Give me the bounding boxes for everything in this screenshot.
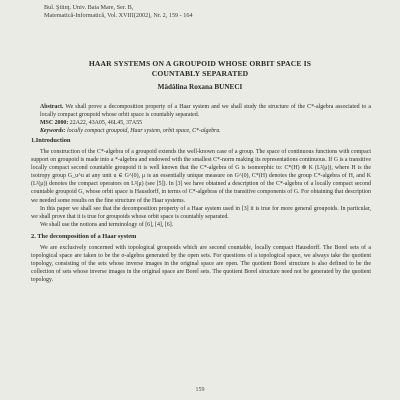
keywords-label: Keywords:	[40, 128, 66, 135]
paper-body	[31, 103, 371, 284]
keywords-text: locally compact groupoid, Haar system, orbit space, C*-algebra.	[67, 128, 221, 135]
title-line-2: COUNTABLY SEPARATED	[151, 68, 249, 78]
decomposition-paragraph-1: We are exclusively concerned with topological groupoids which are second countable, locally compact Hausdorff. The Borel sets of a topological space are taken to be the σ-algebra generated by the open sets. For questions of a topological space, we always take the quotient topology, consisting of the sets whose inverse images in the original space are open. The quotient Borel structure is also defined to be the collection of sets whose inverse images in the original space are Borel sets. The quotient Borel structure need not be generated by the quotient topology.	[31, 244, 371, 283]
journal-line-2: Matematică-Informatică, Vol. XVIII(2002), Nr. 2, 159 - 164	[44, 12, 193, 20]
author-name: Mădălina Roxana BUNECI	[157, 83, 243, 91]
journal-line-1: Bul. Ştiinţ. Univ. Baia Mare, Ser. B,	[44, 4, 134, 11]
msc-label: MSC 2000:	[40, 120, 69, 127]
keywords-line	[40, 127, 371, 135]
journal-header	[44, 4, 193, 21]
intro-paragraph-1: The construction of the C*-algebra of a groupoid extends the well-known case of a group. The space of continuous functions with compact support on groupoid is made into a *-algebra and endowed with the smallest C*-norm making its representations continuous. If G is a transitive locally compact second countable groupoid it is well known that the C*-algebra of G is isomorphic to: C*(H) ⊗ K (L²(μ)), where H is the isotropy group G_u^u at any unit u ∈ G^(0), μ is an essentially unique measure on G^(0), C*(H) denotes the group C*-algebra of H, and K (L²(μ)) denotes the compact operators on L²(μ) (see [5]). In [3] we have obtained a description of the C*-algebra of a locally compact second countable groupoid G, whose orbit space is Hausdorff, in terms of C*-algebras of the transitive components of G. For obtaining that description we needed some results on the fine structure of the Haar systems.	[31, 149, 371, 204]
page-number: 159	[195, 387, 205, 393]
title-line-1: HAAR SYSTEMS ON A GROUPOID WHOSE ORBIT SPACE IS	[88, 59, 312, 68]
section-heading-decomposition: 2. The decomposition of a Haar system	[31, 232, 137, 240]
msc-codes: 22A22, 43A05, 46L45, 37A55	[69, 120, 143, 127]
intro-paragraph-2: In this paper we shall see that the decomposition property of a Haar system used in [3] it is true for more general groupoids. In particular, we shall prove that it is true for groupoids whose orbit space is countably separated.	[31, 205, 371, 220]
section-heading-introduction: 1.Introduction	[31, 137, 71, 145]
msc-line	[40, 119, 371, 127]
abstract-text: We shall prove a decomposition property of a Haar system and we shall study the structure of the C*-algebra associated to a locally compact groupoid whose orbit space is countably separated.	[40, 104, 371, 119]
abstract-label: Abstract.	[40, 104, 64, 110]
abstract	[40, 103, 371, 119]
intro-paragraph-3: We shall use the notions and terminology of [6], [4], [6].	[40, 221, 174, 228]
paper-title	[0, 59, 400, 78]
